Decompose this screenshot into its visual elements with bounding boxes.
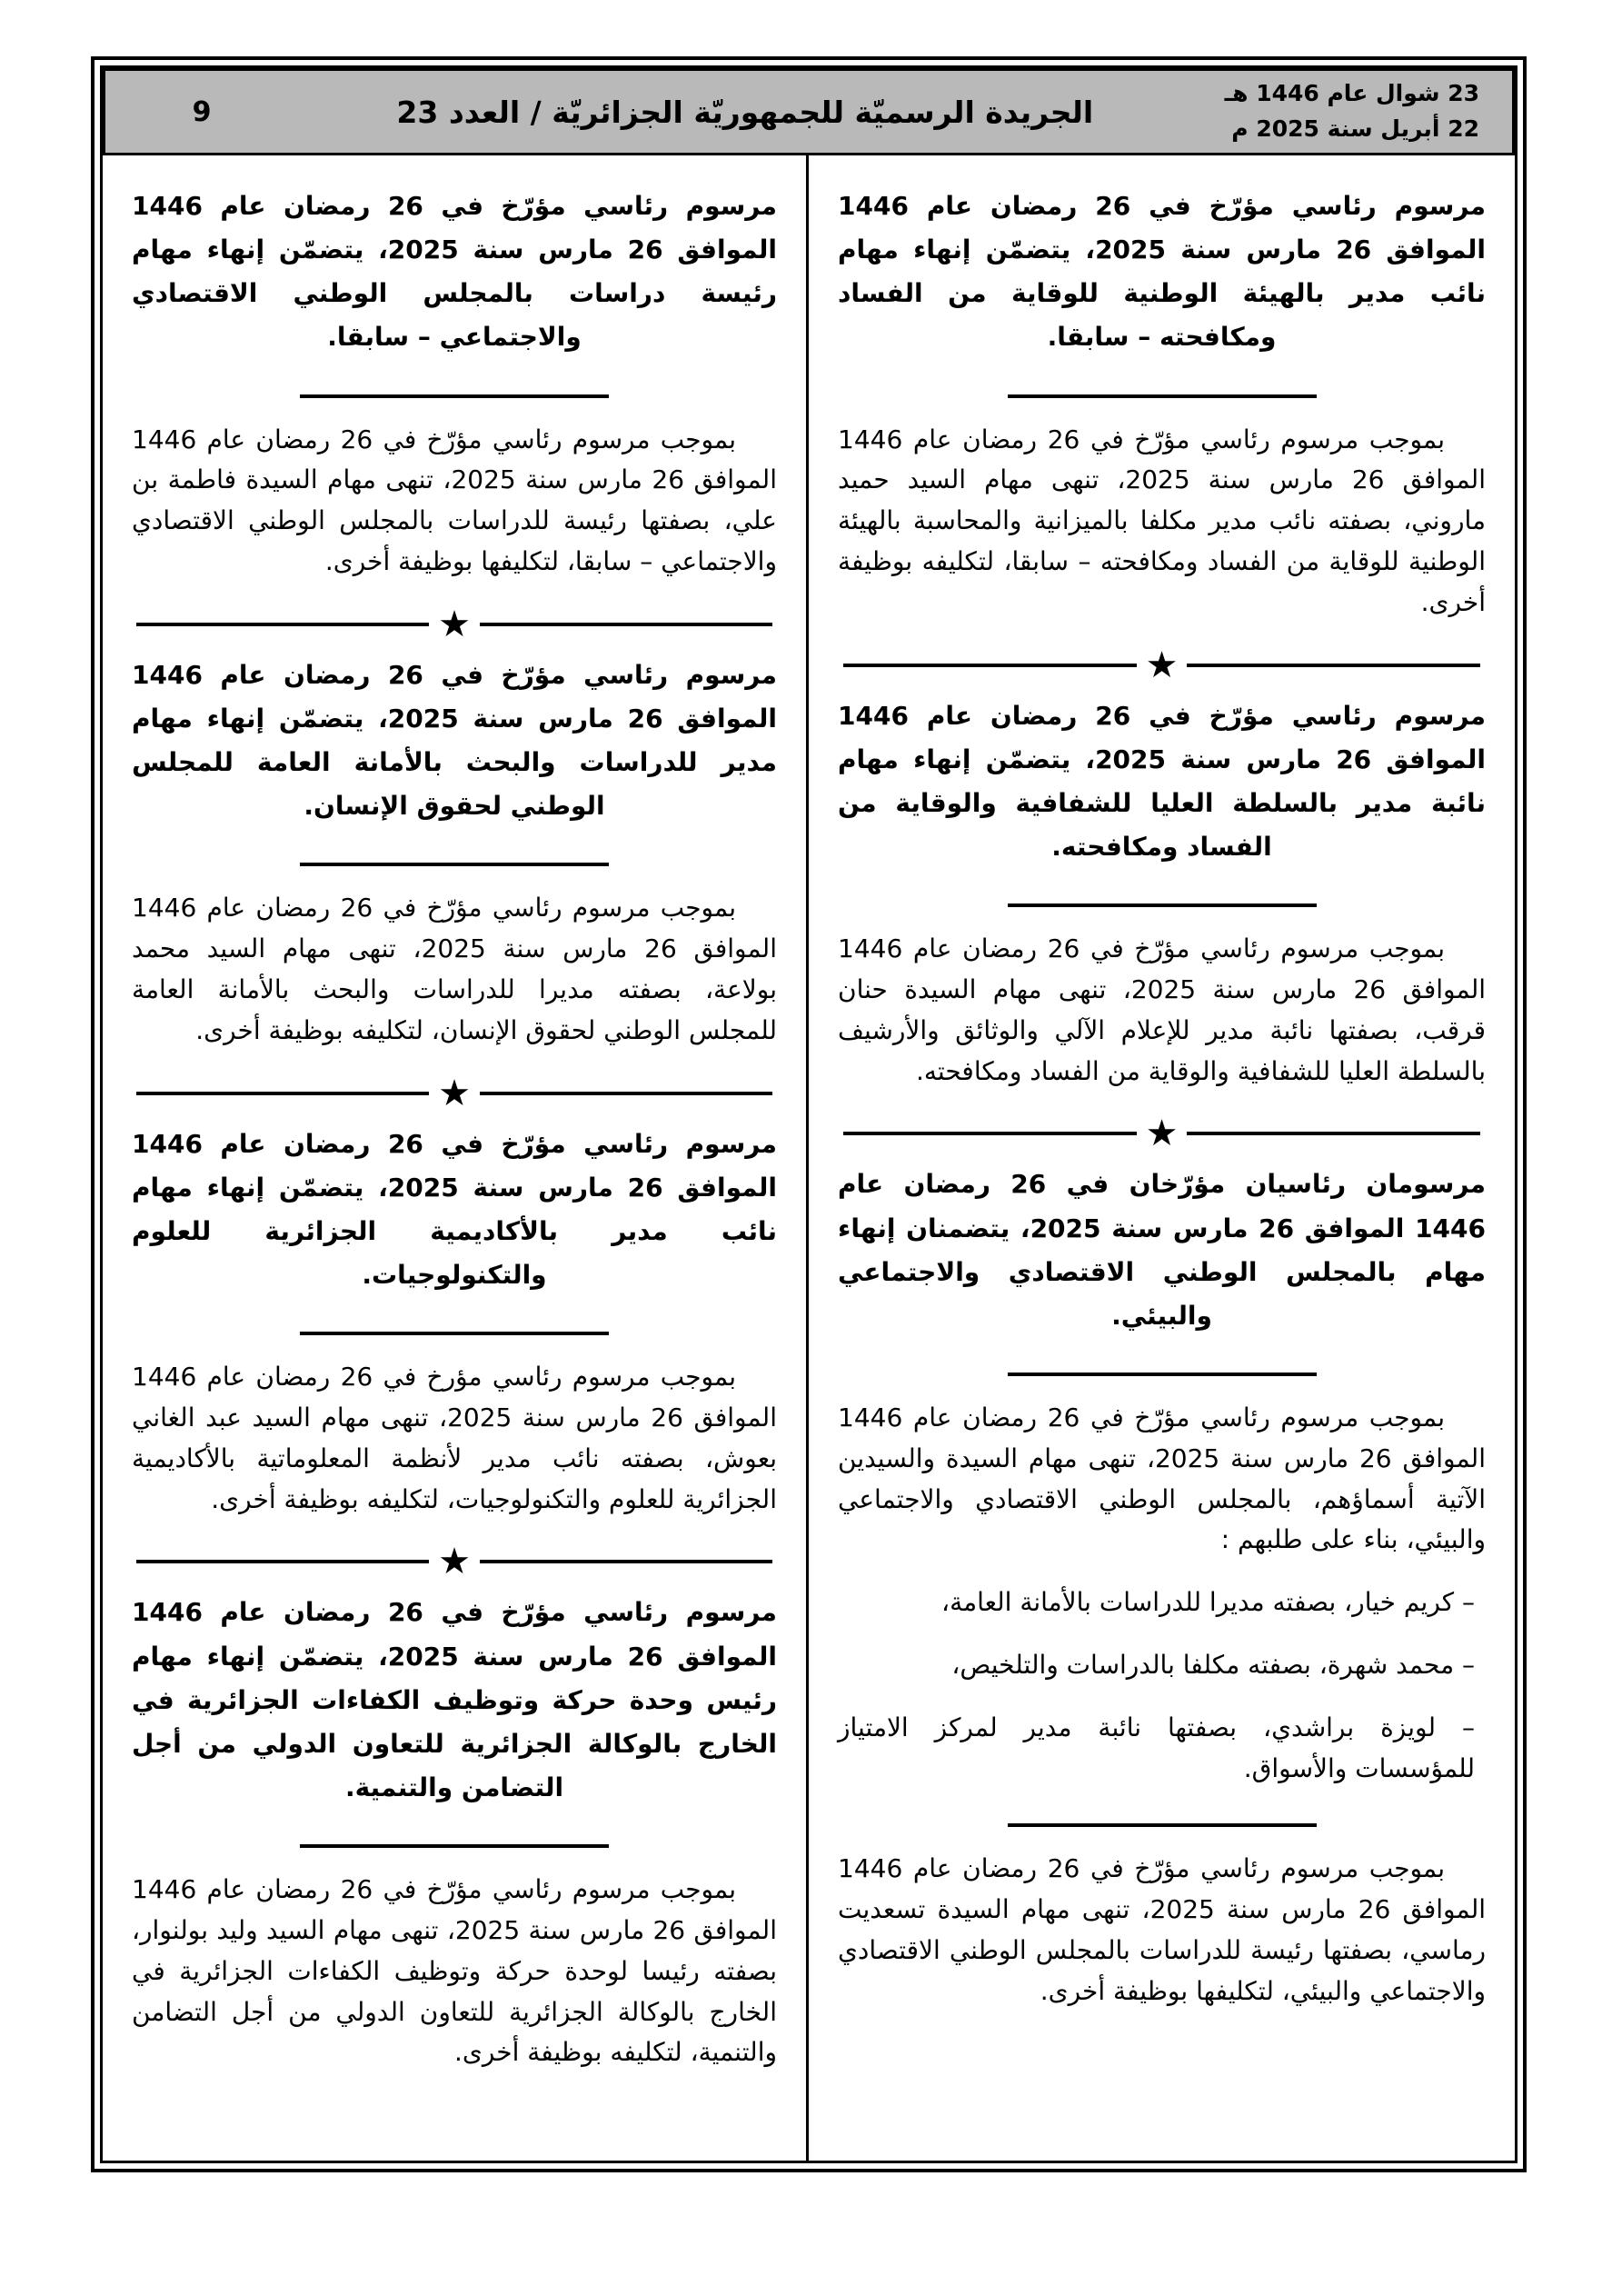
separator-segment (136, 1092, 429, 1095)
star-icon: ★ (1145, 644, 1179, 686)
list-item: – لويزة براشدي، بصفتها نائبة مدير لمركز الامتياز للمؤسسات والأسواق. (838, 1712, 1475, 1783)
decree-title: مرسوم رئاسي مؤرّخ في 26 رمضان عام 1446 الموافق 26 مارس سنة 2025، يتضمّن إنهاء مهام رئيس وحدة حركة وتوظيف الكفاءات الجزائرية في الخارج بالوكالة الجزائرية للتعاون الدولي من أجل التضامن والتنمية. (132, 1597, 778, 1803)
separator-line (300, 394, 609, 398)
separator-line (300, 1844, 609, 1848)
separator-segment (136, 1560, 429, 1563)
separator-segment (1187, 1132, 1479, 1135)
decree-body: بموجب مرسوم رئاسي مؤرّخ في 26 رمضان عام 1446 الموافق 26 مارس سنة 2025، تنهى مهام السيدة فاطمة بن علي، بصفتها رئيسة للدراسات بالمجلس الوطني الاقتصادي والاجتماعي – سابقا، لتكليفها بوظيفة أخرى. (132, 424, 777, 577)
decree-body: بموجب مرسوم رئاسي مؤرّخ في 26 رمضان عام 1446 الموافق 26 مارس سنة 2025، تنهى مهام السيد وليد بولنوار، بصفته رئيسا لوحدة حركة وتوظيف الكفاءات الجزائرية في الخارج بالوكالة الجزائرية للتعاون الدولي من أجل التضامن والتنمية، لتكليفه بوظيفة أخرى. (132, 1874, 777, 2068)
decree-title: مرسوم رئاسي مؤرّخ في 26 رمضان عام 1446 الموافق 26 مارس سنة 2025، يتضمّن إنهاء مهام نائب مدير بالأكاديمية الجزائرية للعلوم والتكنولوجيات. (132, 1128, 778, 1291)
separator-segment (480, 1092, 772, 1095)
list-item: – محمد شهرة، بصفته مكلفا بالدراسات والتلخيص، (951, 1650, 1475, 1681)
star-separator (136, 1072, 772, 1114)
header-bar (103, 68, 1515, 155)
date-gregorian: 22 أبريل سنة 2025 م (1231, 115, 1479, 142)
separator-line (1008, 903, 1317, 907)
star-separator (136, 603, 772, 645)
separator-line (1008, 1373, 1317, 1376)
decree-title: مرسومان رئاسيان مؤرّخان في 26 رمضان عام 1446 الموافق 26 مارس سنة 2025، يتضمنان إنهاء مهام بالمجلس الوطني الاقتصادي والاجتماعي والبيئي. (838, 1169, 1487, 1331)
decree-body-intro: بموجب مرسوم رئاسي مؤرّخ في 26 رمضان عام 1446 الموافق 26 مارس سنة 2025، تنهى مهام السيدة والسيدين الآتية أسماؤهم، بالمجلس الوطني الاقتصادي والاجتماعي والبيئي، بناء على طلبهم : (838, 1403, 1486, 1555)
star-separator (136, 1541, 772, 1583)
decree-body: بموجب مرسوم رئاسي مؤرخ في 26 رمضان عام 1446 الموافق 26 مارس سنة 2025، تنهى مهام السيد عبد الغاني بعوش، بصفته نائب مدير لأنظمة المعلوماتية بالأكاديمية الجزائرية للعلوم والتكنولوجيات، لتكليفه بوظيفة أخرى. (132, 1362, 777, 1514)
separator-line (300, 1332, 609, 1335)
separator-segment (480, 623, 772, 626)
header-dates (1225, 76, 1479, 147)
star-icon: ★ (1145, 1113, 1179, 1155)
separator-segment (843, 1132, 1136, 1135)
decree-title: مرسوم رئاسي مؤرّخ في 26 رمضان عام 1446 الموافق 26 مارس سنة 2025، يتضمّن إنهاء مهام مدير للدراسات والبحث بالأمانة العامة للمجلس الوطني لحقوق الإنسان. (132, 659, 778, 822)
list-item: – كريم خيار، بصفته مديرا للدراسات بالأمانة العامة، (941, 1587, 1475, 1618)
star-separator (844, 644, 1480, 686)
star-separator (844, 1113, 1480, 1155)
separator-segment (1187, 664, 1479, 667)
decree-body: بموجب مرسوم رئاسي مؤرّخ في 26 رمضان عام 1446 الموافق 26 مارس سنة 2025، تنهى مهام السيدة حنان قرقب، بصفتها نائبة مدير للإعلام الآلي والوثائق والأرشيف بالسلطة العليا للشفافية والوقاية من الفساد ومكافحته. (838, 933, 1487, 1086)
separator-segment (136, 623, 429, 626)
decree-title: مرسوم رئاسي مؤرّخ في 26 رمضان عام 1446 الموافق 26 مارس سنة 2025، يتضمّن إنهاء مهام نائب مدير بالهيئة الوطنية للوقاية من الفساد ومكافحته – سابقا. (838, 191, 1486, 353)
decree-title: مرسوم رئاسي مؤرّخ في 26 رمضان عام 1446 الموافق 26 مارس سنة 2025، يتضمّن إنهاء مهام نائبة مدير بالسلطة العليا للشفافية والوقاية من الفساد ومكافحته. (838, 700, 1486, 863)
separator-line (1008, 1823, 1317, 1827)
gazette-title: الجريدة الرسميّة للجمهوريّة الجزائريّة / العدد 23 (396, 94, 1094, 130)
separator-segment (480, 1560, 772, 1563)
decree-body: بموجب مرسوم رئاسي مؤرّخ في 26 رمضان عام 1446 الموافق 26 مارس سنة 2025، تنهى مهام السيدة تسعديت رماسي، بصفتها رئيسة للدراسات بالمجلس الوطني الاقتصادي والاجتماعي والبيئي، لتكليفها بوظيفة أخرى. (838, 1853, 1486, 2006)
separator-segment (843, 664, 1136, 667)
star-icon: ★ (438, 1541, 471, 1583)
decree-body: بموجب مرسوم رئاسي مؤرّخ في 26 رمضان عام 1446 الموافق 26 مارس سنة 2025، تنهى مهام السيد محمد بولاعة، بصفته مديرا للدراسات والبحث بالأمانة العامة للمجلس الوطني لحقوق الإنسان، لتكليفه بوظيفة أخرى. (132, 893, 777, 1045)
separator-line (300, 863, 609, 866)
star-icon: ★ (438, 603, 471, 645)
content-area (103, 155, 1515, 2161)
column-left (103, 155, 809, 2161)
column-right (809, 155, 1515, 2161)
page-frame (91, 56, 1527, 2172)
separator-line (1008, 394, 1317, 398)
date-hijri: 23 شوال عام 1446 هـ (1224, 80, 1479, 107)
star-icon: ★ (438, 1072, 471, 1114)
decree-title: مرسوم رئاسي مؤرّخ في 26 رمضان عام 1446 الموافق 26 مارس سنة 2025، يتضمّن إنهاء مهام رئيسة دراسات بالمجلس الوطني الاقتصادي والاجتماعي – سابقا. (132, 191, 778, 353)
page-number: 9 (192, 95, 212, 128)
decree-body: بموجب مرسوم رئاسي مؤرّخ في 26 رمضان عام 1446 الموافق 26 مارس سنة 2025، تنهى مهام السيد حميد ماروني، بصفته نائب مدير مكلفا بالميزانية والمحاسبة بالهيئة الوطنية للوقاية من الفساد ومكافحته – سابقا، لتكليفه بوظيفة أخرى. (838, 424, 1486, 617)
